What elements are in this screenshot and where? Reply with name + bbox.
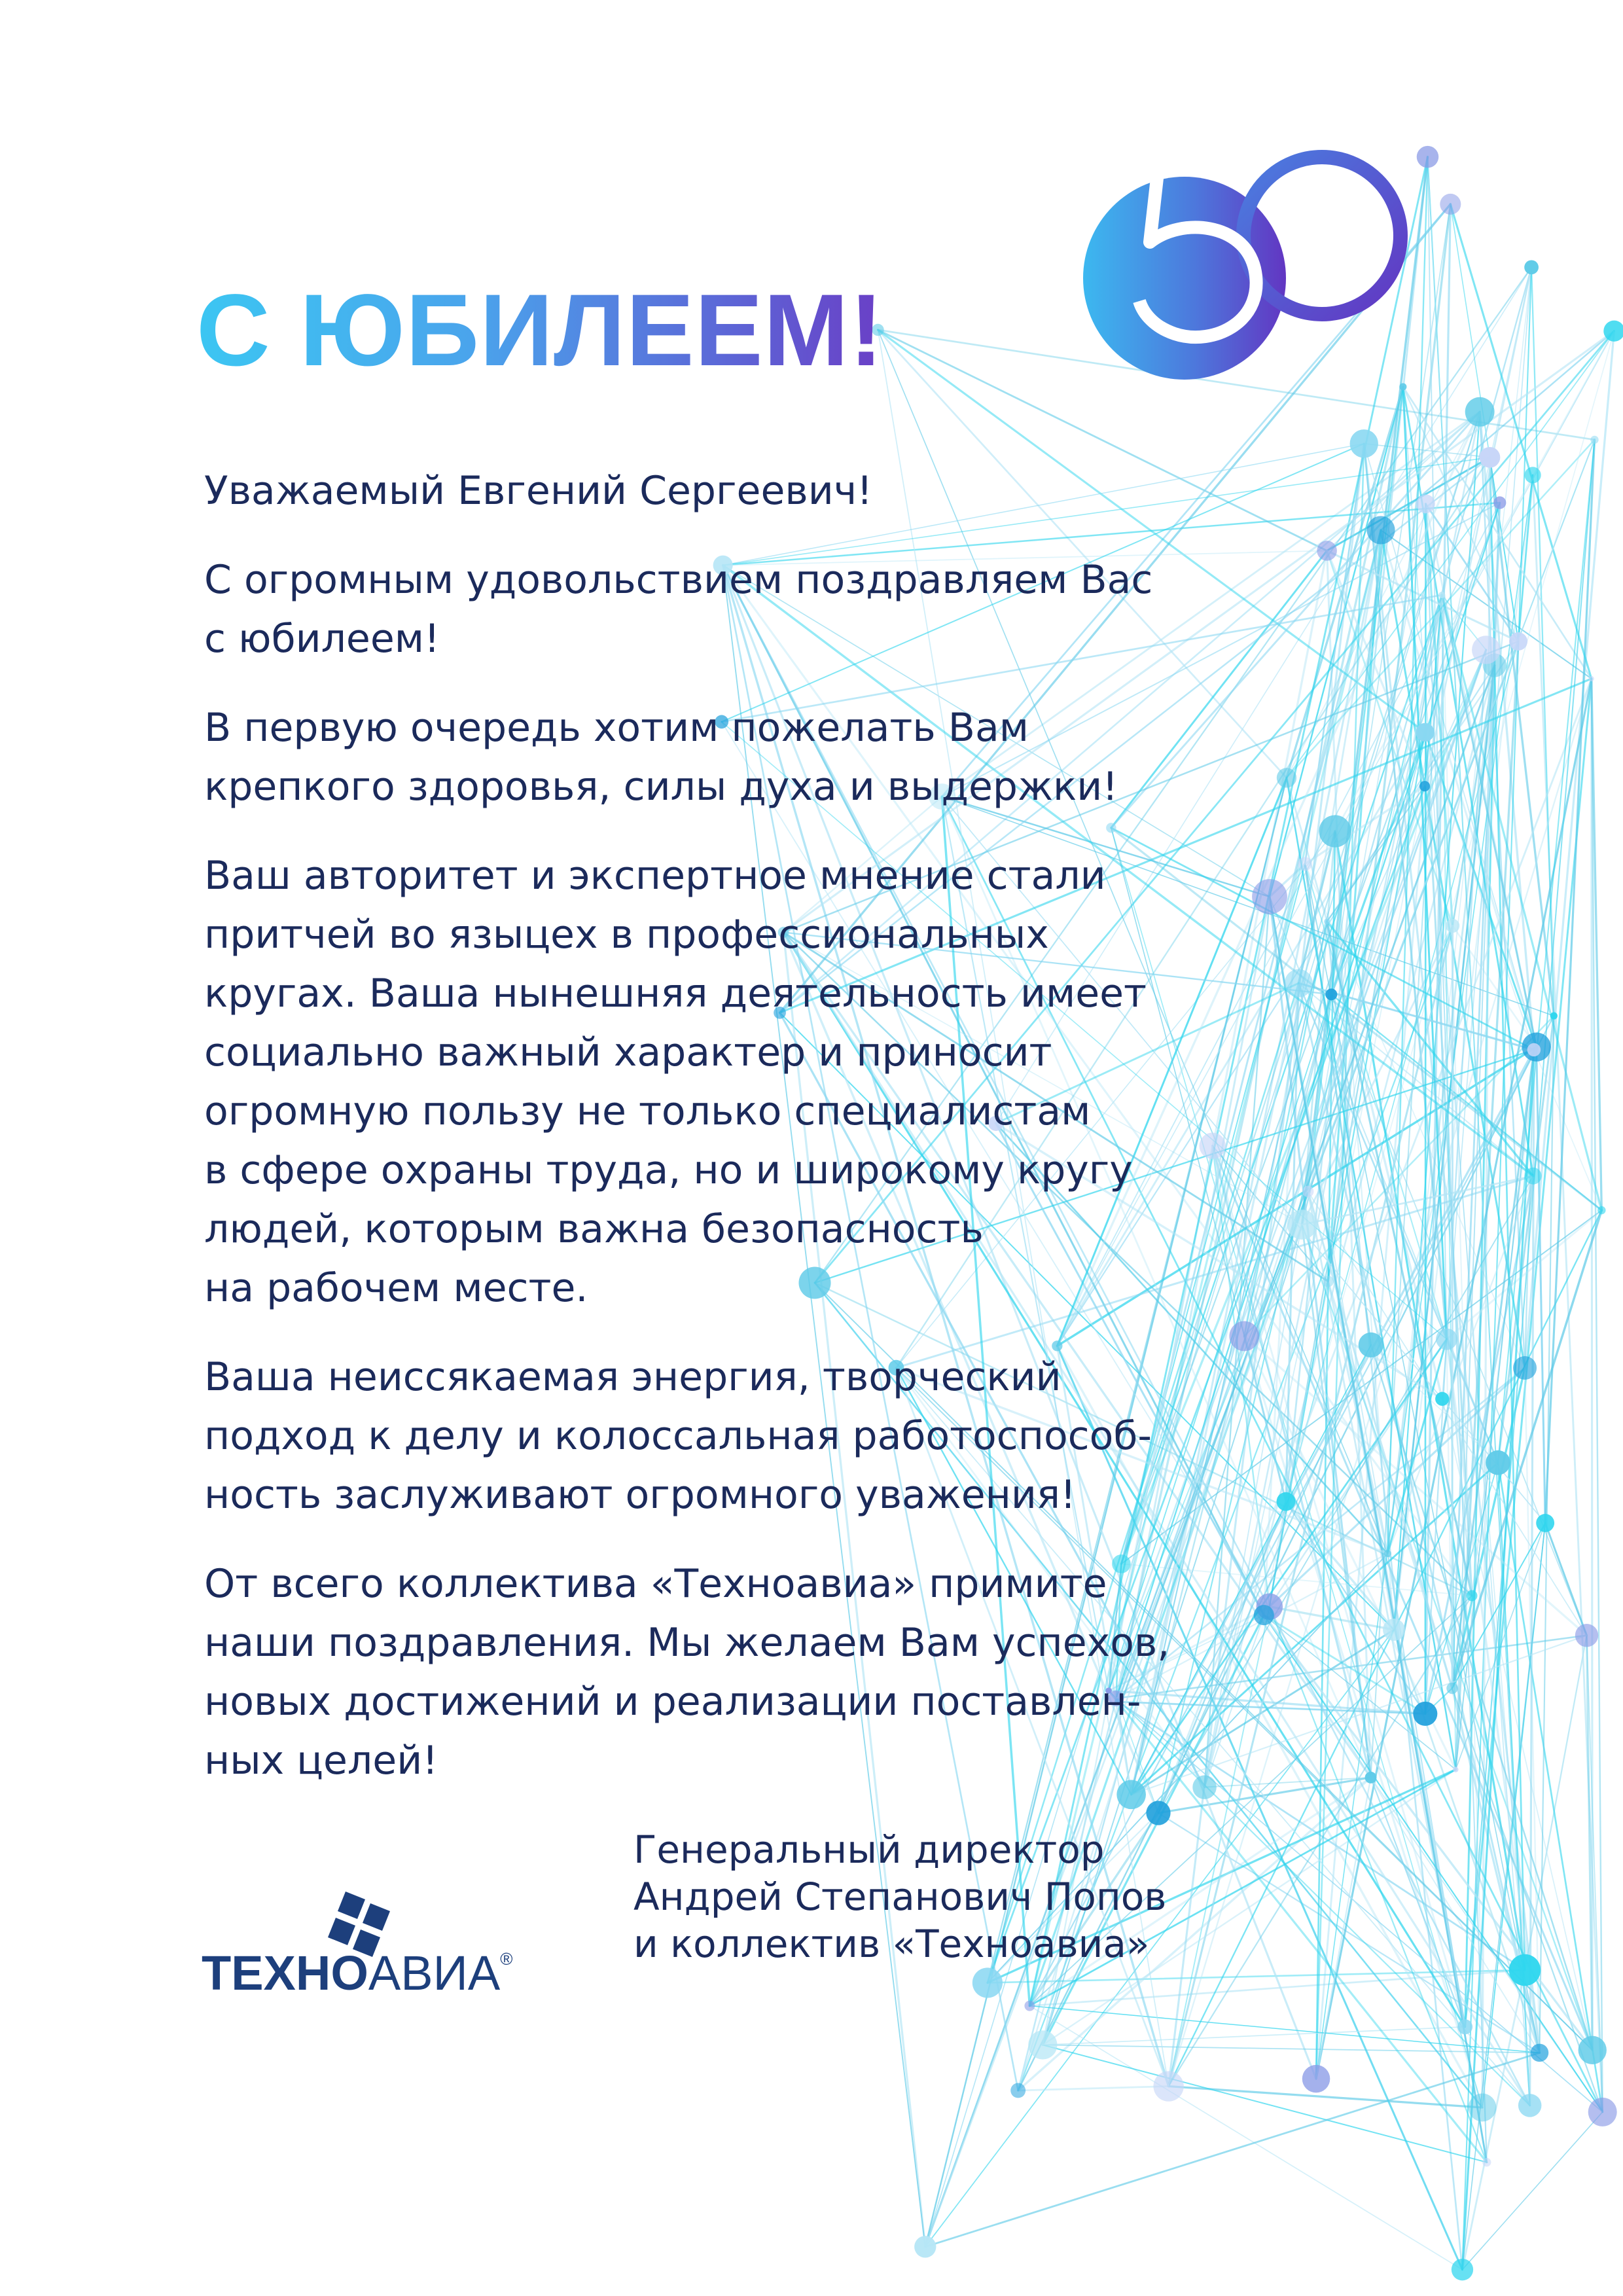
network-dot <box>1435 1392 1449 1406</box>
network-dot <box>1457 2019 1472 2034</box>
technoavia-logo <box>202 1892 529 1996</box>
network-dot <box>1578 2036 1607 2064</box>
network-dot <box>1287 1210 1317 1240</box>
network-dot <box>1350 429 1378 457</box>
network-dot <box>1472 636 1500 664</box>
network-dot <box>1525 467 1541 483</box>
network-dot <box>1509 632 1527 651</box>
network-dot <box>1524 260 1539 274</box>
network-dot <box>1153 2071 1183 2101</box>
letter-paragraph: Ваша неиссякаемая энергия, творческий подход к делу и колоссальная работоспособ- ность заслуживают огромного уважения! <box>204 1354 1152 1518</box>
anniversary-50-emblem <box>1083 137 1443 412</box>
network-dot <box>1589 676 1594 681</box>
network-dot <box>1525 1168 1542 1185</box>
network-dot <box>1359 1333 1383 1357</box>
network-dot <box>1446 1683 1457 1694</box>
network-dot <box>1550 1013 1558 1020</box>
network-dot <box>1590 436 1598 444</box>
network-dot <box>1531 2044 1549 2062</box>
network-dot <box>972 1967 1003 1998</box>
network-dot <box>1323 1276 1334 1287</box>
network-dot <box>1028 2030 1057 2059</box>
logo-text-bold: ТЕХНО <box>202 1946 368 1996</box>
network-dot <box>1486 1450 1510 1475</box>
network-dot <box>1416 494 1435 513</box>
network-dot <box>1010 2083 1026 2098</box>
network-dot <box>1527 1043 1541 1056</box>
network-dot <box>1588 2098 1617 2126</box>
network-dot <box>1597 1206 1605 1214</box>
network-line <box>1018 2087 1169 2090</box>
letter-body <box>204 461 1277 1820</box>
network-dot <box>1482 2158 1491 2166</box>
network-dot <box>1452 2259 1473 2280</box>
network-dot <box>1365 1772 1377 1784</box>
network-line <box>1462 2112 1602 2270</box>
network-dot <box>1413 1702 1437 1726</box>
letter-paragraph: Ваш авторитет и экспертное мнение стали притчей во языцех в профессиональных кругах. Ваша нынешняя деятельность имеет социально важный характер и приносит огромную пользу не только специалистам в сфере охраны труда, но и широкому кругу людей, которым важна безопасность на рабочем месте. <box>204 853 1147 1311</box>
logo-text-light: АВИА <box>368 1946 501 1996</box>
network-dot <box>1383 1619 1405 1641</box>
letter-paragraph: От всего коллектива «Техноавиа» примите наши поздравления. Мы желаем Вам успехов, новых достижений и реализации поставлен- ных целей! <box>204 1561 1170 1784</box>
network-dot <box>1384 1550 1391 1557</box>
network-dot <box>1513 1356 1537 1380</box>
signature: Генеральный директор Андрей Степанович Попов и коллектив «Техноавиа» <box>633 1827 1167 1966</box>
svg-text:ТЕХНОАВИА® <box>202 1946 512 1996</box>
page-title: С ЮБИЛЕЕМ! <box>196 272 884 389</box>
network-dot <box>1575 1624 1598 1647</box>
network-dot <box>1285 969 1313 997</box>
letter-paragraph: В первую очередь хотим пожелать Вам крепкого здоровья, силы духа и выдержки! <box>204 705 1118 810</box>
network-dot <box>1302 1186 1314 1198</box>
network-line <box>1452 925 1453 1688</box>
network-dot <box>1436 1329 1457 1350</box>
network-dot <box>1465 397 1495 427</box>
logo-registered-mark: ® <box>500 1949 513 1969</box>
network-dot <box>1302 2065 1330 2093</box>
network-dot <box>1298 857 1311 870</box>
network-dot <box>1509 1954 1541 1986</box>
network-dot <box>1317 541 1337 561</box>
network-dot <box>1467 1590 1478 1602</box>
network-dot <box>1438 592 1445 598</box>
letter-greeting: Уважаемый Евгений Сергеевич! <box>204 468 873 514</box>
network-line <box>1043 2027 1465 2045</box>
network-dot <box>1419 781 1430 791</box>
network-dot <box>1518 2094 1542 2117</box>
network-dot <box>1440 194 1461 215</box>
letter-paragraph: С огромным удовольствием поздравляем Вас с юбилеем! <box>204 557 1153 662</box>
network-dot <box>1416 723 1434 742</box>
network-line <box>925 2053 1540 2246</box>
network-dot <box>914 2236 936 2257</box>
network-dot <box>1325 988 1337 1000</box>
network-dot <box>1366 516 1395 544</box>
network-dot <box>1024 2001 1035 2011</box>
network-dot <box>1277 768 1296 787</box>
network-dot <box>1277 1492 1296 1511</box>
network-dot <box>1536 1514 1554 1532</box>
network-dot <box>1480 447 1501 468</box>
network-dot <box>1453 1767 1458 1772</box>
network-dot <box>1324 918 1330 924</box>
network-dot <box>1469 2094 1497 2122</box>
network-line <box>1498 440 1595 1463</box>
network-dot <box>1493 496 1506 509</box>
network-dot <box>1319 815 1351 847</box>
network-dot <box>1446 919 1459 933</box>
network-line <box>1425 504 1426 1714</box>
